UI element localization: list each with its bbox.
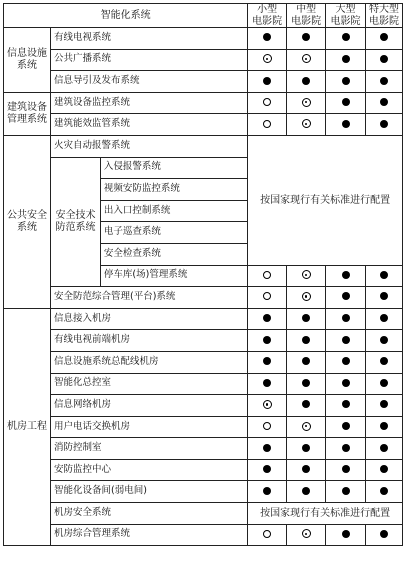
mark-cell [365, 524, 402, 546]
filled-circle-icon [380, 357, 388, 365]
group-machine: 机房工程 [4, 308, 51, 546]
filled-circle-icon [380, 379, 388, 387]
mark-cell [248, 524, 287, 546]
note-standard-config: 按国家现行有关标准进行配置 [248, 503, 403, 525]
row-name: 信息网络机房 [51, 395, 248, 417]
filled-circle-icon [263, 487, 271, 495]
filled-circle-icon [380, 400, 388, 408]
table-row [4, 308, 403, 330]
row-name: 出入口控制系统 [100, 200, 247, 222]
filled-circle-icon [302, 444, 310, 452]
filled-circle-icon [380, 120, 388, 128]
dotted-circle-icon [302, 54, 311, 63]
mark-cell [287, 459, 326, 481]
mark-cell [287, 71, 326, 93]
row-name: 智能化总控室 [51, 373, 248, 395]
table-row [4, 416, 403, 438]
table-row [4, 373, 403, 395]
col-large: 大型 电影院 [326, 4, 366, 28]
mark-cell [287, 373, 326, 395]
table-row [4, 71, 403, 93]
filled-circle-icon [380, 271, 388, 279]
table-row [4, 351, 403, 373]
mark-cell [365, 265, 402, 287]
mark-cell [365, 351, 402, 373]
mark-cell [248, 481, 287, 503]
mark-cell [365, 438, 402, 460]
group-security-sub: 安全技术 防范系统 [51, 157, 101, 287]
filled-circle-icon [342, 530, 350, 538]
mark-cell [248, 287, 287, 309]
mark-cell [365, 71, 402, 93]
row-name: 信息设施系统总配线机房 [51, 351, 248, 373]
filled-circle-icon [342, 422, 350, 430]
filled-circle-icon [302, 400, 310, 408]
mark-cell [365, 416, 402, 438]
mark-cell [248, 395, 287, 417]
table-row [4, 524, 403, 546]
filled-circle-icon [380, 33, 388, 41]
filled-circle-icon [302, 336, 310, 344]
dotted-circle-icon [302, 270, 311, 279]
filled-circle-icon [263, 336, 271, 344]
mark-cell [326, 459, 366, 481]
row-name: 停车库(场)管理系统 [100, 265, 247, 287]
filled-circle-icon [263, 77, 271, 85]
table-row [4, 49, 403, 71]
filled-circle-icon [342, 77, 350, 85]
empty-circle-icon [263, 422, 271, 430]
table-row [4, 135, 403, 157]
row-name: 安全防范综合管理(平台)系统 [51, 287, 248, 309]
mark-cell [287, 438, 326, 460]
filled-circle-icon [302, 357, 310, 365]
mark-cell [365, 308, 402, 330]
mark-cell [326, 28, 366, 50]
mark-cell [326, 287, 366, 309]
filled-circle-icon [380, 487, 388, 495]
empty-circle-icon [263, 292, 271, 300]
filled-circle-icon [342, 55, 350, 63]
row-name: 建筑能效监管系统 [51, 114, 248, 136]
filled-circle-icon [380, 292, 388, 300]
filled-circle-icon [342, 400, 350, 408]
mark-cell [287, 524, 326, 546]
filled-circle-icon [380, 336, 388, 344]
mark-cell [365, 330, 402, 352]
filled-circle-icon [342, 314, 350, 322]
col-medium: 中型 电影院 [287, 4, 326, 28]
row-name: 信息接入机房 [51, 308, 248, 330]
empty-circle-icon [263, 98, 271, 106]
note-standard-config: 按国家现行有关标准进行配置 [248, 135, 403, 265]
filled-circle-icon [302, 465, 310, 473]
row-name: 火灾自动报警系统 [51, 135, 248, 157]
row-name: 安全检查系统 [100, 243, 247, 265]
filled-circle-icon [380, 98, 388, 106]
row-name: 电子巡查系统 [100, 222, 247, 244]
filled-circle-icon [380, 444, 388, 452]
filled-circle-icon [342, 379, 350, 387]
mark-cell [248, 416, 287, 438]
table-row [4, 287, 403, 309]
row-name: 有线电视系统 [51, 28, 248, 50]
filled-circle-icon [380, 77, 388, 85]
row-name: 安防监控中心 [51, 459, 248, 481]
filled-circle-icon [342, 33, 350, 41]
row-name: 公共广播系统 [51, 49, 248, 71]
row-name: 入侵报警系统 [100, 157, 247, 179]
filled-circle-icon [342, 444, 350, 452]
mark-cell [248, 71, 287, 93]
row-name: 建筑设备监控系统 [51, 92, 248, 114]
row-name: 视频安防监控系统 [100, 179, 247, 201]
mark-cell [287, 330, 326, 352]
row-name: 用户电话交换机房 [51, 416, 248, 438]
filled-circle-icon [380, 55, 388, 63]
filled-circle-icon [263, 314, 271, 322]
filled-circle-icon [342, 120, 350, 128]
mark-cell [326, 308, 366, 330]
mark-cell [365, 49, 402, 71]
mark-cell [248, 351, 287, 373]
filled-circle-icon [302, 314, 310, 322]
table-row [4, 114, 403, 136]
filled-circle-icon [380, 465, 388, 473]
mark-cell [365, 459, 402, 481]
mark-cell [287, 308, 326, 330]
filled-circle-icon [342, 98, 350, 106]
dotted-circle-icon [302, 529, 311, 538]
mark-cell [365, 481, 402, 503]
dotted-circle-icon [263, 400, 272, 409]
dotted-circle-icon [302, 119, 311, 128]
dotted-circle-icon [302, 98, 311, 107]
mark-cell [326, 92, 366, 114]
filled-circle-icon [263, 357, 271, 365]
mark-cell [248, 438, 287, 460]
mark-cell [287, 28, 326, 50]
mark-cell [287, 481, 326, 503]
mark-cell [326, 265, 366, 287]
mark-cell [326, 330, 366, 352]
mark-cell [287, 351, 326, 373]
mark-cell [248, 92, 287, 114]
mark-cell [287, 49, 326, 71]
filled-circle-icon [302, 77, 310, 85]
filled-circle-icon [302, 33, 310, 41]
empty-circle-icon [263, 120, 271, 128]
row-name: 信息导引及发布系统 [51, 71, 248, 93]
dotted-circle-icon [302, 292, 311, 301]
mark-cell [326, 71, 366, 93]
table-row [4, 330, 403, 352]
table-row [4, 28, 403, 50]
filled-circle-icon [380, 530, 388, 538]
col-small: 小型 电影院 [248, 4, 287, 28]
mark-cell [287, 265, 326, 287]
mark-cell [326, 395, 366, 417]
mark-cell [287, 92, 326, 114]
header-title: 智能化系统 [4, 4, 248, 28]
filled-circle-icon [342, 487, 350, 495]
group-security: 公共安全 系统 [4, 135, 51, 308]
filled-circle-icon [342, 336, 350, 344]
row-name: 机房安全系统 [51, 503, 248, 525]
mark-cell [365, 395, 402, 417]
filled-circle-icon [342, 271, 350, 279]
row-name: 消防控制室 [51, 438, 248, 460]
dotted-circle-icon [263, 54, 272, 63]
mark-cell [365, 287, 402, 309]
header-row [4, 4, 403, 28]
mark-cell [365, 92, 402, 114]
table-row [4, 481, 403, 503]
config-table [3, 3, 403, 546]
filled-circle-icon [263, 465, 271, 473]
mark-cell [365, 373, 402, 395]
mark-cell [248, 459, 287, 481]
filled-circle-icon [263, 33, 271, 41]
filled-circle-icon [302, 487, 310, 495]
filled-circle-icon [263, 444, 271, 452]
mark-cell [287, 416, 326, 438]
mark-cell [248, 373, 287, 395]
mark-cell [326, 351, 366, 373]
mark-cell [287, 395, 326, 417]
mark-cell [326, 49, 366, 71]
filled-circle-icon [342, 292, 350, 300]
row-name: 机房综合管理系统 [51, 524, 248, 546]
mark-cell [287, 287, 326, 309]
row-name: 有线电视前端机房 [51, 330, 248, 352]
mark-cell [248, 330, 287, 352]
filled-circle-icon [380, 422, 388, 430]
table-row [4, 92, 403, 114]
filled-circle-icon [342, 357, 350, 365]
mark-cell [248, 265, 287, 287]
empty-circle-icon [263, 530, 271, 538]
empty-circle-icon [263, 271, 271, 279]
mark-cell [365, 28, 402, 50]
dotted-circle-icon [302, 422, 311, 431]
mark-cell [248, 28, 287, 50]
mark-cell [248, 114, 287, 136]
table-row [4, 438, 403, 460]
mark-cell [326, 481, 366, 503]
table-row [4, 503, 403, 525]
mark-cell [326, 416, 366, 438]
mark-cell [326, 524, 366, 546]
group-bldg: 建筑设备 管理系统 [4, 92, 51, 135]
mark-cell [248, 49, 287, 71]
filled-circle-icon [263, 379, 271, 387]
mark-cell [248, 308, 287, 330]
mark-cell [326, 373, 366, 395]
mark-cell [287, 114, 326, 136]
row-name: 智能化设备间(弱电间) [51, 481, 248, 503]
table-row [4, 395, 403, 417]
filled-circle-icon [380, 314, 388, 322]
filled-circle-icon [302, 379, 310, 387]
mark-cell [326, 114, 366, 136]
filled-circle-icon [342, 465, 350, 473]
table-row [4, 459, 403, 481]
mark-cell [326, 438, 366, 460]
col-xlarge: 特大型 电影院 [365, 4, 402, 28]
mark-cell [365, 114, 402, 136]
group-info: 信息设施 系统 [4, 28, 51, 93]
